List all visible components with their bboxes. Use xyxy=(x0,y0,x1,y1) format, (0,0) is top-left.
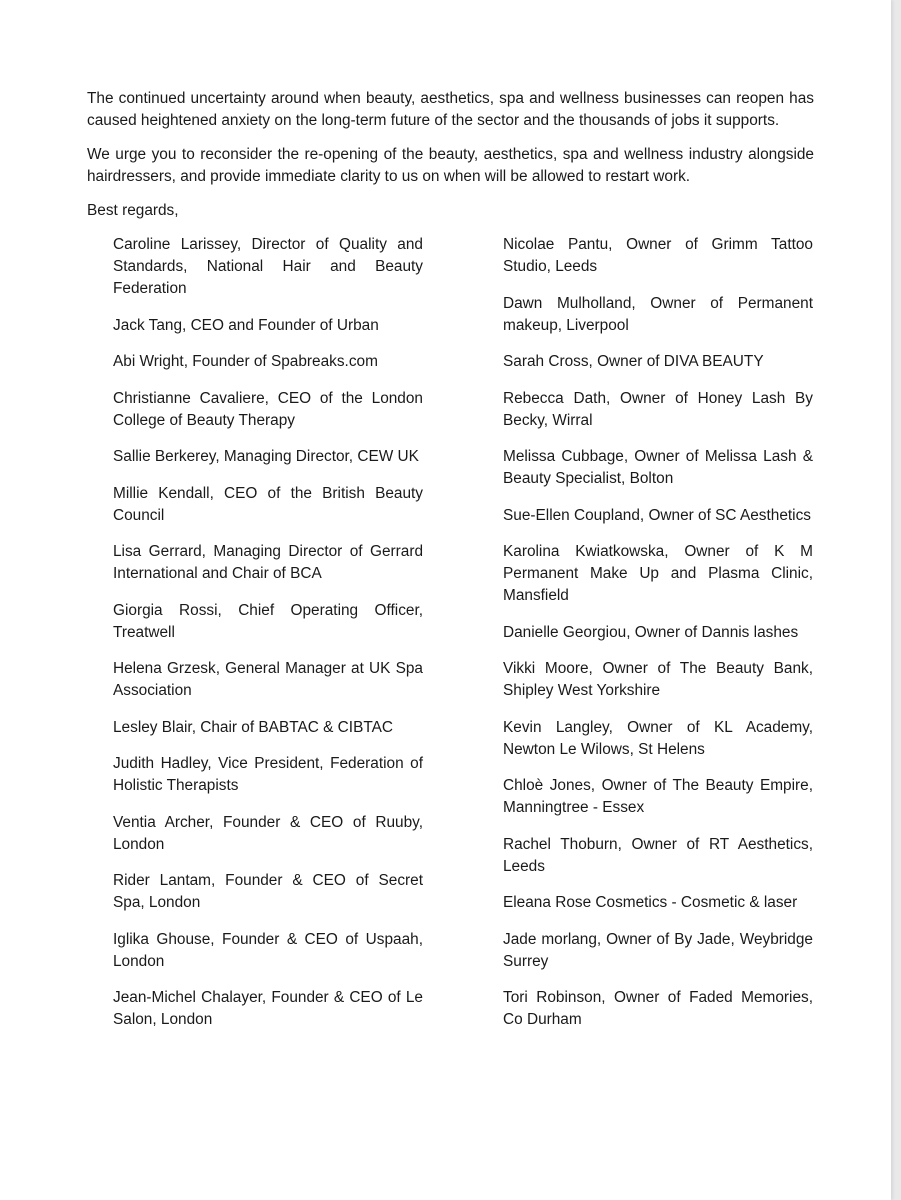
paragraph-request: We urge you to reconsider the re-opening of the beauty, aesthetics, spa and wellness industry alongside hairdressers, and provide immediate clarity to us on when will be allowed to restart work. xyxy=(87,146,814,185)
signatory-column-left xyxy=(113,234,423,1046)
signatory: Dawn Mulholland, Owner of Permanent makeup, Liverpool xyxy=(503,294,813,334)
paragraph-uncertainty: The continued uncertainty around when beauty, aesthetics, spa and wellness businesses can reopen has caused heightened anxiety on the long-term future of the sector and the thousands of jobs it supports. xyxy=(87,90,814,129)
signatory: Helena Grzesk, General Manager at UK Spa Association xyxy=(113,660,423,699)
signatory: Jade morlang, Owner of By Jade, Weybridge Surrey xyxy=(503,930,813,970)
signatory: Iglika Ghouse, Founder & CEO of Uspaah, London xyxy=(113,930,423,970)
signatory: Rachel Thoburn, Owner of RT Aesthetics, Leeds xyxy=(503,835,813,875)
signatory: Ventia Archer, Founder & CEO of Ruuby, London xyxy=(113,813,423,853)
signatory: Kevin Langley, Owner of KL Academy, Newton Le Wilows, St Helens xyxy=(503,718,813,758)
signatory: Abi Wright, Founder of Spabreaks.com xyxy=(113,353,378,370)
signatory: Chloè Jones, Owner of The Beauty Empire, Manningtree - Essex xyxy=(503,777,813,816)
signatory-column-right xyxy=(503,234,813,1046)
signatory: Lisa Gerrard, Managing Director of Gerrard International and Chair of BCA xyxy=(113,543,423,582)
signatory: Lesley Blair, Chair of BABTAC & CIBTAC xyxy=(113,718,393,736)
signatory: Caroline Larissey, Director of Quality and Standards, National Hair and Beauty Federation xyxy=(113,236,423,297)
signatory: Nicolae Pantu, Owner of Grimm Tattoo Studio, Leeds xyxy=(503,236,813,275)
signatory: Melissa Cubbage, Owner of Melissa Lash & Beauty Specialist, Bolton xyxy=(503,448,813,487)
signatory: Sue-Ellen Coupland, Owner of SC Aesthetics xyxy=(503,506,811,524)
signatory: Jean-Michel Chalayer, Founder & CEO of Le Salon, London xyxy=(113,989,423,1028)
signatory: Sarah Cross, Owner of DIVA BEAUTY xyxy=(503,353,764,370)
signatory: Judith Hadley, Vice President, Federation of Holistic Therapists xyxy=(113,755,423,794)
signatory: Giorgia Rossi, Chief Operating Officer, Treatwell xyxy=(113,601,423,641)
signatory: Jack Tang, CEO and Founder of Urban xyxy=(113,316,379,334)
signatory: Danielle Georgiou, Owner of Dannis lashes xyxy=(503,623,799,641)
closing-salutation: Best regards, xyxy=(87,202,179,219)
signatory: Sallie Berkerey, Managing Director, CEW UK xyxy=(113,448,419,465)
signatory: Millie Kendall, CEO of the British Beauty Council xyxy=(113,484,423,524)
signatory: Christianne Cavaliere, CEO of the London College of Beauty Therapy xyxy=(113,389,423,429)
signatory: Rider Lantam, Founder & CEO of Secret Spa, London xyxy=(113,872,423,911)
signatory: Eleana Rose Cosmetics - Cosmetic & laser xyxy=(503,894,798,911)
signatory: Karolina Kwiatkowska, Owner of K M Permanent Make Up and Plasma Clinic, Mansfield xyxy=(503,543,813,604)
signatory: Rebecca Dath, Owner of Honey Lash By Becky, Wirral xyxy=(503,389,813,429)
letter-body xyxy=(87,88,814,1028)
signatory: Tori Robinson, Owner of Faded Memories, Co Durham xyxy=(503,989,813,1028)
signatory: Vikki Moore, Owner of The Beauty Bank, Shipley West Yorkshire xyxy=(503,660,813,699)
